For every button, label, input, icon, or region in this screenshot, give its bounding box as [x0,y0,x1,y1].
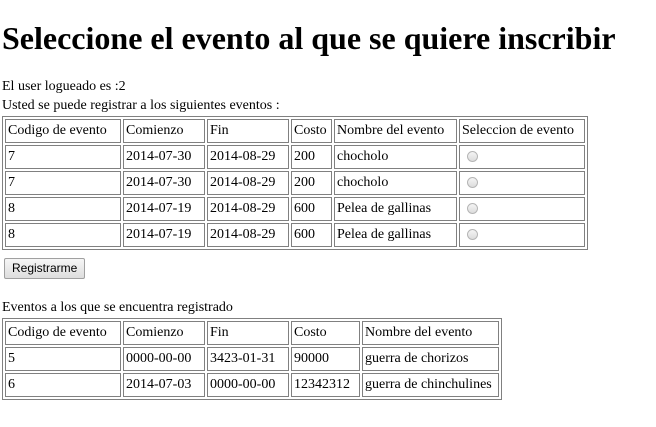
cell-comienzo: 2014-07-03 [123,373,205,397]
cell-codigo: 8 [5,223,121,247]
cell-comienzo: 2014-07-30 [123,145,205,169]
cell-costo: 600 [291,223,332,247]
cell-fin: 2014-08-29 [207,171,289,195]
cell-nombre: Pelea de gallinas [334,223,457,247]
header-codigo: Codigo de evento [5,321,121,345]
cell-codigo: 7 [5,145,121,169]
available-events-table [2,116,588,250]
cell-nombre: Pelea de gallinas [334,197,457,221]
cell-comienzo: 0000-00-00 [123,347,205,371]
cell-seleccion [459,171,585,195]
cell-seleccion [459,197,585,221]
cell-costo: 600 [291,197,332,221]
registered-events-table [2,318,502,400]
cell-nombre: guerra de chinchulines [362,373,499,397]
header-nombre: Nombre del evento [362,321,499,345]
header-costo: Costo [291,321,360,345]
registered-events-header-row [5,321,499,345]
cell-codigo: 7 [5,171,121,195]
page-title: Seleccione el evento al que se quiere inscribir [2,20,616,56]
cell-seleccion [459,223,585,247]
table-row [5,223,585,247]
header-comienzo: Comienzo [123,321,205,345]
event-select-radio[interactable] [467,203,478,214]
event-select-radio[interactable] [467,229,478,240]
cell-comienzo: 2014-07-19 [123,197,205,221]
header-codigo: Codigo de evento [5,119,121,143]
cell-nombre: chocholo [334,145,457,169]
event-select-radio[interactable] [467,177,478,188]
header-fin: Fin [207,321,289,345]
table-row [5,145,585,169]
cell-fin: 3423-01-31 [207,347,289,371]
cell-fin: 2014-08-29 [207,197,289,221]
table-row [5,197,585,221]
cell-comienzo: 2014-07-19 [123,223,205,247]
header-fin: Fin [207,119,289,143]
table-row [5,373,499,397]
cell-codigo: 8 [5,197,121,221]
cell-fin: 0000-00-00 [207,373,289,397]
register-button[interactable]: Registrarme [4,258,85,279]
cell-fin: 2014-08-29 [207,145,289,169]
header-seleccion: Seleccion de evento [459,119,585,143]
header-costo: Costo [291,119,332,143]
cell-fin: 2014-08-29 [207,223,289,247]
cell-codigo: 6 [5,373,121,397]
logged-user-text: El user logueado es :2 [2,79,126,94]
cell-seleccion [459,145,585,169]
cell-costo: 90000 [291,347,360,371]
cell-costo: 12342312 [291,373,360,397]
cell-costo: 200 [291,171,332,195]
cell-comienzo: 2014-07-30 [123,171,205,195]
cell-nombre: guerra de chorizos [362,347,499,371]
header-nombre: Nombre del evento [334,119,457,143]
cell-costo: 200 [291,145,332,169]
cell-nombre: chocholo [334,171,457,195]
table-row [5,347,499,371]
table-row [5,171,585,195]
available-events-text: Usted se puede registrar a los siguientes eventos : [2,98,280,113]
registered-events-text: Eventos a los que se encuentra registrado [2,300,233,315]
event-select-radio[interactable] [467,151,478,162]
available-events-header-row [5,119,585,143]
cell-codigo: 5 [5,347,121,371]
header-comienzo: Comienzo [123,119,205,143]
